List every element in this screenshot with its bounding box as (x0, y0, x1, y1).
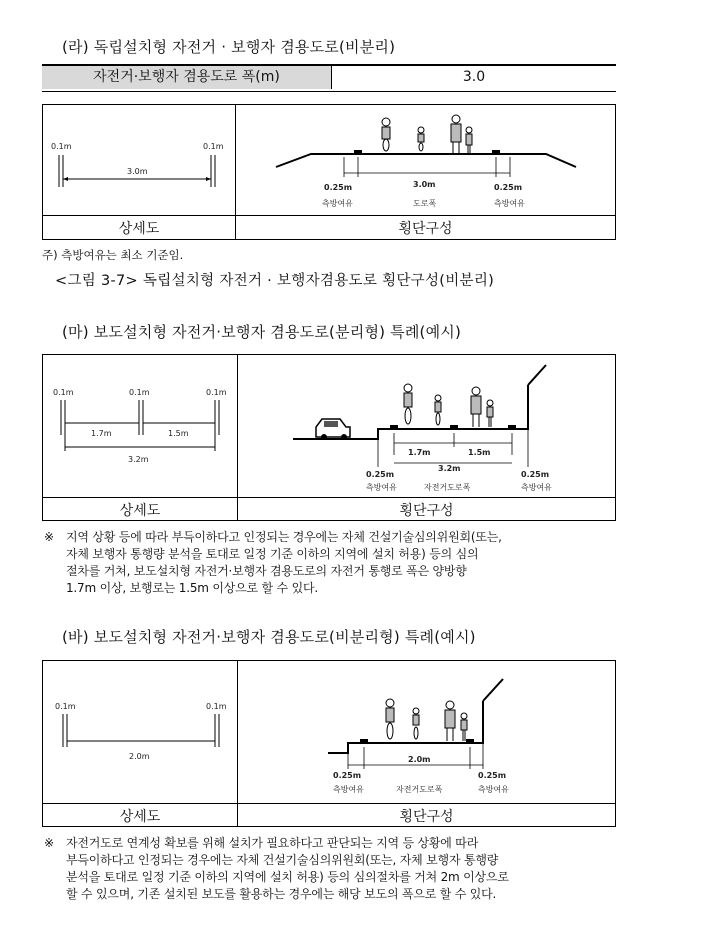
figure-c-section-road-label: 자전거도로폭 (396, 785, 443, 794)
figure-b-pedestrians-icon (471, 387, 493, 427)
figure-b-section-drawing (238, 355, 615, 497)
figure-b-section-road-label: 자전거도로폭 (424, 483, 471, 492)
figure-c-pedestrians-icon (445, 701, 467, 741)
figure-a-section-right-clear-label: 측방여유 (494, 199, 525, 208)
figure-a (42, 104, 616, 240)
figure-a-child-cyclist-icon (418, 127, 424, 151)
figure-b-section-left-clear-label: 측방여유 (366, 483, 397, 492)
figure-a-section-drawing (236, 105, 615, 215)
figure-a-section-left-clear-label: 측방여유 (322, 199, 353, 208)
figure-c-detail-left-edge: 0.1m (55, 702, 76, 711)
width-table (42, 64, 616, 92)
figure-a-pedestrians-icon (451, 115, 472, 153)
figure-a-detail-label: 상세도 (118, 221, 160, 237)
section-c-heading: (바) 보도설치형 자전거·보행자 겸용도로(비분리형) 특례(예시) (62, 628, 476, 646)
figure-c-section-label: 횡단구성 (399, 809, 454, 825)
figure-b-cyclist-icon (404, 384, 412, 424)
figure-c-detail-drawing (43, 661, 237, 803)
figure-c-section-left-clear: 0.25m (333, 771, 362, 780)
figure-c-section-left-clear-label: 측방여유 (333, 785, 364, 794)
figure-b-detail-e1: 0.1m (53, 388, 74, 397)
figure-b-section-right-clear-label: 측방여유 (521, 483, 552, 492)
figure-a-cyclist-icon (382, 118, 390, 151)
section-b-heading: (마) 보도설치형 자전거·보행자 겸용도로(분리형) 특례(예시) (62, 323, 462, 341)
figure-caption: <그림 3-7> 독립설치형 자전거 · 보행자겸용도로 횡단구성(비분리) (55, 273, 495, 289)
figure-a-detail-drawing (43, 105, 235, 215)
section-b-note-line: 지역 상황 등에 따라 부득이하다고 인정되는 경우에는 자체 건설기술심의위원회(또는, (66, 530, 502, 544)
figure-b-section-left-clear: 0.25m (366, 470, 395, 479)
figure-c-section-right-clear-label: 측방여유 (478, 785, 509, 794)
figure-a-section-road-label: 도로폭 (413, 199, 437, 208)
figure-b-detail-drawing (43, 355, 237, 497)
figure-c-detail-label: 상세도 (119, 809, 161, 825)
figure-a-detail-left-edge: 0.1m (51, 142, 72, 151)
figure-a-section-label: 횡단구성 (398, 221, 453, 237)
figure-b-child-cyclist-icon (435, 395, 441, 425)
figure-b (42, 354, 616, 521)
section-b-note-line: 자체 보행자 통행량 분석을 토대로 일정 기준 이하의 지역에 설치 허용) 등의 심의 (66, 547, 479, 561)
section-c-note-line: 부득이하다고 인정되는 경우에는 자체 건설기술심의위원회(또는, 자체 보행자 통행량 (66, 853, 499, 867)
figure-c-label-rule (43, 803, 615, 804)
figure-b-detail-total: 3.2m (128, 455, 149, 464)
figure-a-label-rule (43, 215, 615, 216)
car-icon (316, 419, 350, 440)
section-c-note-line: 할 수 있으며, 기존 설치된 보도를 활용하는 경우에는 해당 보도의 폭으로 할 수 있다. (66, 887, 497, 901)
figure-b-section-walk: 1.5m (468, 448, 491, 457)
figure-c-child-cyclist-icon (413, 708, 419, 739)
figure-c-detail-right-edge: 0.1m (206, 702, 227, 711)
section-c-note-line: 자전거도로 연계성 확보를 위해 설치가 필요하다고 판단되는 지역 등 상황에 따라 (66, 836, 479, 850)
figure-c-section-road: 2.0m (408, 755, 431, 764)
figure-c-detail-span: 2.0m (129, 752, 150, 761)
figure-c (42, 660, 616, 827)
figure-b-detail-e3: 0.1m (206, 388, 227, 397)
figure-b-section-bike: 1.7m (408, 448, 431, 457)
figure-b-detail-bike: 1.7m (91, 429, 112, 438)
figure-a-detail-span: 3.0m (127, 167, 148, 176)
figure-b-section-total: 3.2m (438, 464, 461, 473)
section-b-note-line: 절차를 거쳐, 보도설치형 자전거·보행자 겸용도로의 자전거 통행로 폭은 양방향 (66, 564, 467, 578)
figure-a-section-road: 3.0m (413, 180, 436, 189)
figure-a-detail-right-edge: 0.1m (203, 142, 224, 151)
section-a-footnote: 주) 측방여유는 최소 기준임. (42, 248, 184, 262)
section-b-note-mark: ※ (44, 530, 54, 544)
section-c-note-mark: ※ (44, 836, 54, 850)
figure-b-section-right-clear: 0.25m (521, 470, 550, 479)
section-a-heading: (라) 독립설치형 자전거 · 보행자 겸용도로(비분리) (62, 38, 396, 56)
figure-b-detail-walk: 1.5m (168, 429, 189, 438)
figure-c-cyclist-icon (386, 699, 394, 739)
figure-b-section-label: 횡단구성 (399, 503, 454, 519)
section-b-note-line: 1.7m 이상, 보행로는 1.5m 이상으로 할 수 있다. (66, 581, 318, 595)
figure-a-section-right-clear: 0.25m (494, 183, 523, 192)
width-table-value: 3.0 (462, 69, 486, 85)
figure-c-section-drawing (238, 661, 615, 803)
figure-b-detail-label: 상세도 (119, 503, 161, 519)
section-c-note (66, 835, 616, 903)
figure-b-label-rule (43, 497, 615, 498)
figure-c-section-right-clear: 0.25m (478, 771, 507, 780)
section-c-note-line: 분석을 토대로 일정 기준 이하의 지역에 설치 허용) 등의 심의절차를 거쳐 2m 이상으로 (66, 870, 509, 884)
section-b-note (66, 529, 616, 597)
figure-a-section-left-clear: 0.25m (324, 183, 353, 192)
figure-b-detail-e2: 0.1m (129, 388, 150, 397)
width-table-label: 자전거·보행자 겸용도로 폭(m) (42, 66, 332, 89)
